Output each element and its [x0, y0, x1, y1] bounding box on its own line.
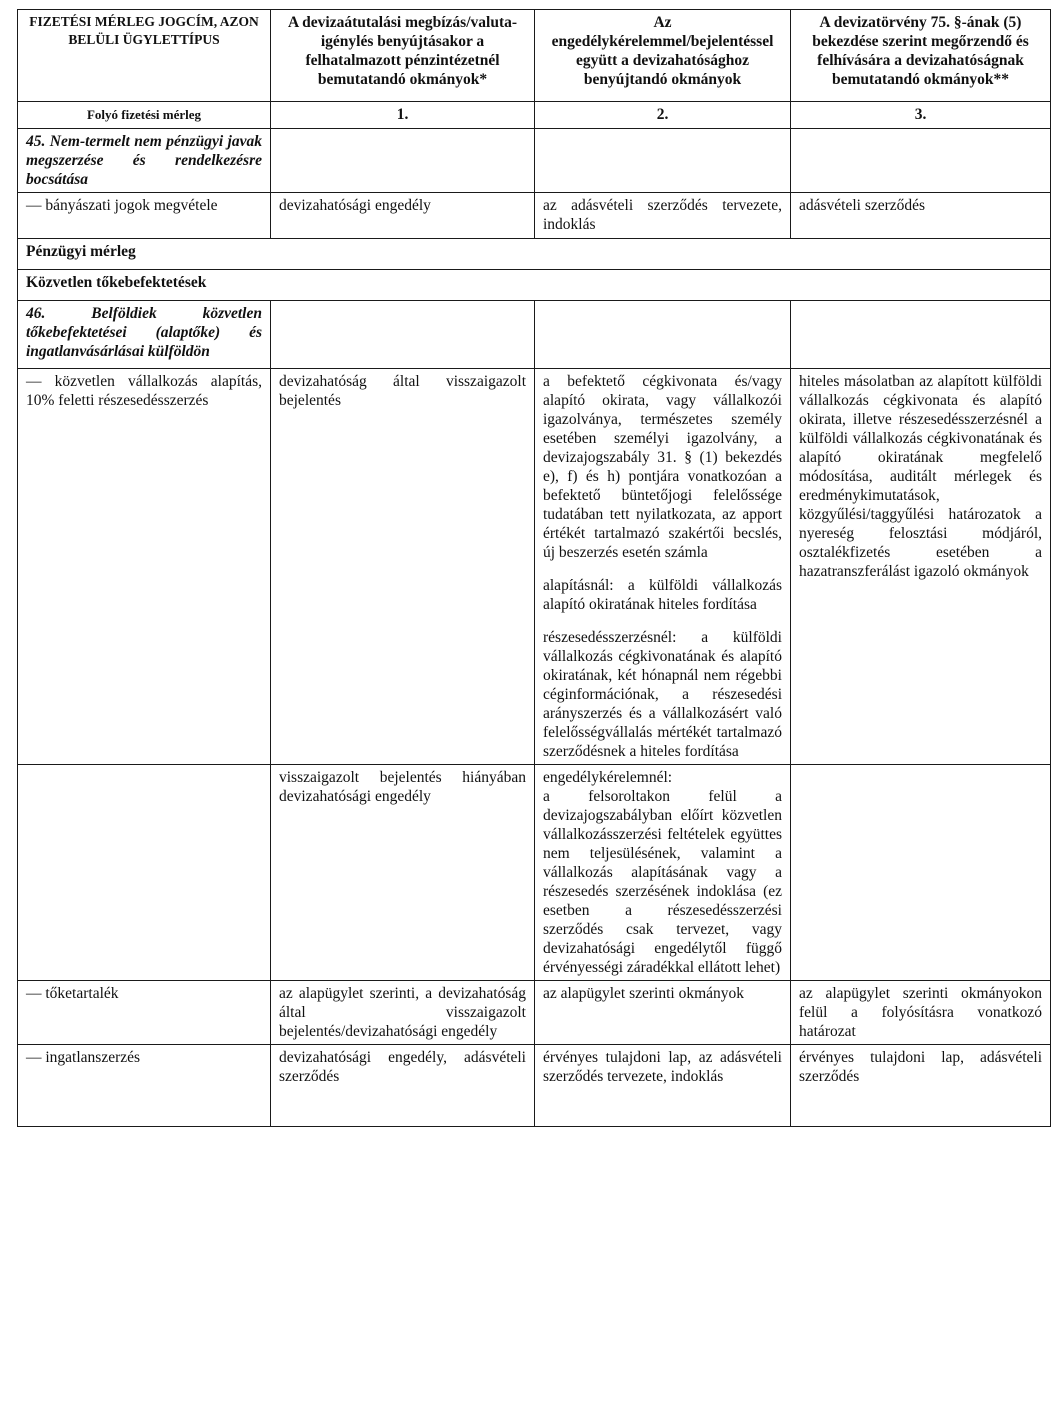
section-penzugyi-merleg: Pénzügyi mérleg [18, 239, 1051, 270]
vallalkozas-col1: devizahatóság által visszaigazolt bejelentés [271, 369, 535, 765]
row-label-vallalkozas: — közvetlen vállalkozás alapítás, 10% feletti részesedésszerzés [18, 369, 271, 765]
banyaszati-col2: az adásvételi szerződés tervezete, indoklás [535, 193, 791, 239]
column-number-row [18, 102, 1051, 129]
table-row [18, 369, 1051, 765]
toketartalek-col3: az alapügylet szerinti okmányokon felül a folyósításra vonatkozó határozat [791, 981, 1051, 1045]
table-row [18, 765, 1051, 981]
header-col3: Az engedélykérelemmel/bejelentéssel együtt a devizahatósághoz benyújtandó okmányok [535, 10, 791, 102]
vallalkozas-col2-para2: alapításnál: a külföldi vállalkozás alapító okiratának hiteles fordítása [543, 577, 782, 613]
visszaigazolt-col2-heading: engedélykérelemnél: [543, 769, 673, 786]
column-number-1: 1. [271, 102, 535, 129]
empty-cell [271, 301, 535, 369]
ingatlan-col1: devizahatósági engedély, adásvételi szerződés [271, 1045, 535, 1127]
vallalkozas-col2 [535, 369, 791, 765]
visszaigazolt-col2 [535, 765, 791, 981]
item-45-title: 45. Nem-termelt nem pénzügyi javak megszerzése és rendelkezésre bocsátása [18, 129, 271, 193]
header-col2: A devizaátutalási megbízás/valuta-igénylés benyújtásakor a felhatalmazott pénzintézetnél bemutatandó okmányok* [271, 10, 535, 102]
item-46-title: 46. Belföldiek közvetlen tőkebefektetései (alaptőke) és ingatlanvásárlásai külföldön [18, 301, 271, 369]
column-number-3: 3. [791, 102, 1051, 129]
row-label-banyaszati: — bányászati jogok megvétele [18, 193, 271, 239]
section-kozvetlen-tokebefektetesek: Közvetlen tőkebefektetések [18, 270, 1051, 301]
section-row [18, 270, 1051, 301]
empty-cell [535, 301, 791, 369]
banyaszati-col1: devizahatósági engedély [271, 193, 535, 239]
vallalkozas-col2-para3: részesedésszerzésnél: a külföldi vállalkozás cégkivonatának és alapító okiratának, két hónapnál nem régebbi céginformációnak, a részesedési arányszerzés és a vállalkozásért való felelősségvállalás mértékét tartalmazó szerződésnek a hiteles fordítása [543, 629, 782, 760]
header-row [18, 10, 1051, 102]
empty-cell [791, 301, 1051, 369]
empty-cell [791, 129, 1051, 193]
table-row [18, 301, 1051, 369]
visszaigazolt-col2-text: a felsoroltakon felül a devizajogszabályban előírt közvetlen vállalkozásszerzési feltételek együttes nem teljesülésének, valamint a vállalkozás alapításának vagy a részesedés szerzésének indoklása (ez esetben a részesedésszerzési szerződés csak tervezet, vagy devizahatósági engedélytől függő érvényességi záradékkal ellátott lehet) [543, 788, 782, 976]
ingatlan-col2: érvényes tulajdoni lap, az adásvételi szerződés tervezete, indoklás [535, 1045, 791, 1127]
empty-cell [271, 129, 535, 193]
section-row [18, 239, 1051, 270]
banyaszati-col3: adásvételi szerződés [791, 193, 1051, 239]
table-row [18, 981, 1051, 1045]
table-row [18, 1045, 1051, 1127]
ingatlan-col3: érvényes tulajdoni lap, adásvételi szerződés [791, 1045, 1051, 1127]
vallalkozas-col3: hiteles másolatban az alapított külföldi vállalkozás cégkivonata és alapító okirata, illetve részesedésszerzésnél a külföldi vállalkozás cégkivonatának és alapító okiratának megfelelő módosítása, auditált mérlegek és eredménykimutatások, közgyűlési/taggyűlési határozatok a nyereség felosztási módjáról, osztalékfizetés esetében a hazatranszferálást igazoló okmányok [791, 369, 1051, 765]
column-number-2: 2. [535, 102, 791, 129]
empty-cell [791, 765, 1051, 981]
current-account-label: Folyó fizetési mérleg [18, 102, 271, 129]
toketartalek-col2: az alapügylet szerinti okmányok [535, 981, 791, 1045]
toketartalek-col1: az alapügylet szerinti, a devizahatóság által visszaigazolt bejelentés/devizahatósági engedély [271, 981, 535, 1045]
requirements-table [17, 9, 1051, 1127]
row-label-toketartalek: — tőketartalék [18, 981, 271, 1045]
vallalkozas-col2-para1: a befektető cégkivonata és/vagy alapító okirata, vagy vállalkozói igazolványa, természetes személy esetében személyi igazolvány, a devizajogszabály 31. § (1) bekezdés e), f) és h) pontjára vonatkozóan a befektető büntetőjogi felelőssége tudatában tett nyilatkozata, az apport értékét tartalmazó szakértői becslés, új beszerzés esetén számla [543, 373, 782, 561]
row-label-ingatlan: — ingatlanszerzés [18, 1045, 271, 1127]
header-col4: A devizatörvény 75. §-ának (5) bekezdése szerint megőrzendő és felhívására a devizahatóságnak bemutatandó okmányok** [791, 10, 1051, 102]
visszaigazolt-col1: visszaigazolt bejelentés hiányában devizahatósági engedély [271, 765, 535, 981]
empty-cell [535, 129, 791, 193]
header-col1: FIZETÉSI MÉRLEG JOGCÍM, AZON BELÜLI ÜGYLETTÍPUS [18, 10, 271, 102]
table-row [18, 129, 1051, 193]
empty-cell [18, 765, 271, 981]
table-row [18, 193, 1051, 239]
